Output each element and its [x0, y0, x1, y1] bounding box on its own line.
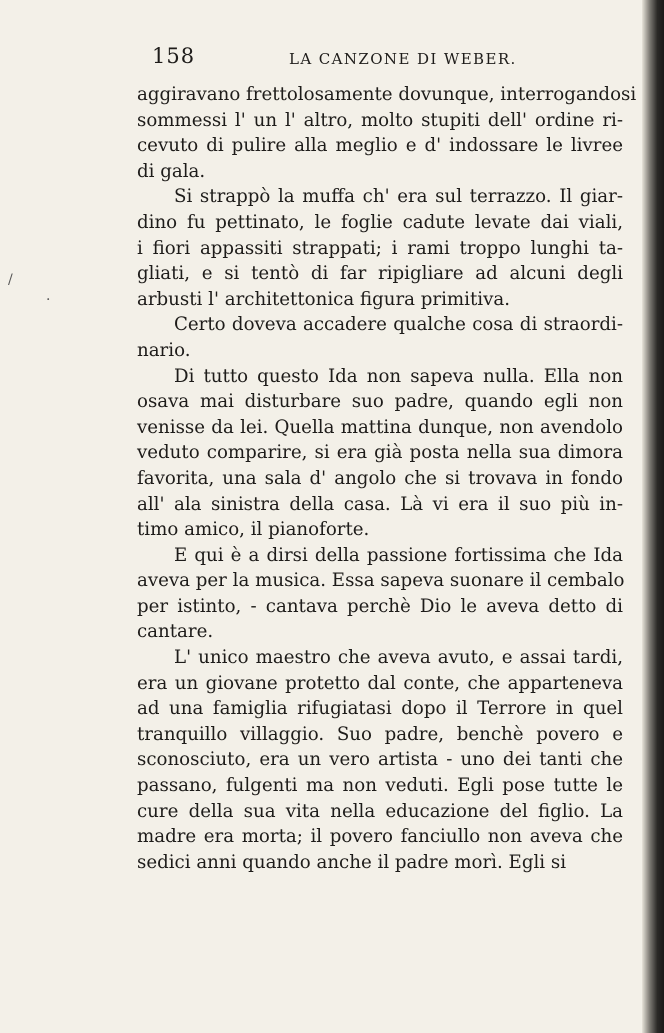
text-line: sommessi l' un l' altro, molto stupiti dell' ordine ri-: [137, 109, 623, 131]
text-line: nario.: [137, 339, 191, 361]
margin-dot: ·: [46, 292, 51, 308]
text-line: era un giovane protetto dal conte, che apparteneva: [137, 672, 623, 694]
running-title: LA CANZONE DI WEBER.: [289, 50, 517, 68]
text-line: dino fu pettinato, le foglie cadute levate dai viali,: [137, 211, 623, 233]
text-line: Certo doveva accadere qualche cosa di straordi-: [174, 314, 623, 336]
text-line: cevuto di pulire alla meglio e d' indossare le livree: [137, 135, 623, 157]
page-number: 158: [152, 44, 196, 68]
text-line: di gala.: [137, 160, 206, 182]
paragraph: [137, 184, 623, 312]
text-line: Di tutto questo Ida non sapeva nulla. Ella non: [174, 365, 623, 387]
text-line: per istinto, - cantava perchè Dio le aveva detto di: [137, 595, 623, 617]
text-line: cantare.: [137, 621, 214, 643]
page-edge-shadow: [642, 0, 664, 1033]
body-text: [137, 82, 637, 875]
text-line: favorita, una sala d' angolo che si trovava in fondo: [137, 467, 623, 489]
text-line: cure della sua vita nella educazione del figlio. La: [137, 800, 623, 822]
text-line: L' unico maestro che aveva avuto, e assai tardi,: [174, 647, 623, 669]
text-line: arbusti l' architettonica figura primitiva.: [137, 288, 511, 310]
text-line: aggiravano frettolosamente dovunque, interrogandosi: [137, 84, 637, 105]
text-line: tranquillo villaggio. Suo padre, benchè povero e: [137, 723, 623, 745]
text-line: aveva per la musica. Essa sapeva suonare il cembalo: [137, 570, 625, 592]
text-line: venisse da lei. Quella mattina dunque, non avendolo: [137, 416, 623, 438]
paragraph: [137, 543, 623, 645]
text-line: sedici anni quando anche il padre morì. Egli si: [137, 851, 567, 873]
margin-mark: /: [8, 272, 13, 288]
paragraph: [137, 82, 637, 184]
text-line: ad una famiglia rifugiatasi dopo il Terrore in quel: [137, 698, 623, 720]
text-line: madre era morta; il povero fanciullo non aveva che: [137, 826, 623, 848]
page-header: [152, 44, 612, 72]
text-line: sconosciuto, era un vero artista - uno dei tanti che: [137, 749, 623, 771]
text-line: all' ala sinistra della casa. Là vi era il suo più in-: [137, 493, 623, 515]
text-line: i fiori appassiti strappati; i rami troppo lunghi ta-: [137, 237, 623, 259]
text-line: passano, fulgenti ma non veduti. Egli pose tutte le: [137, 775, 623, 797]
text-line: veduto comparire, si era già posta nella sua dimora: [137, 442, 623, 464]
text-line: osava mai disturbare suo padre, quando egli non: [137, 391, 623, 413]
paragraph: [137, 364, 623, 543]
text-line: gliati, e si tentò di far ripigliare ad alcuni degli: [137, 263, 623, 285]
text-line: E qui è a dirsi della passione fortissima che Ida: [174, 544, 623, 566]
text-line: timo amico, il pianoforte.: [137, 519, 370, 541]
text-line: Si strappò la muffa ch' era sul terrazzo. Il giar-: [174, 186, 623, 208]
paragraph: [137, 645, 623, 875]
paragraph: [137, 312, 623, 363]
